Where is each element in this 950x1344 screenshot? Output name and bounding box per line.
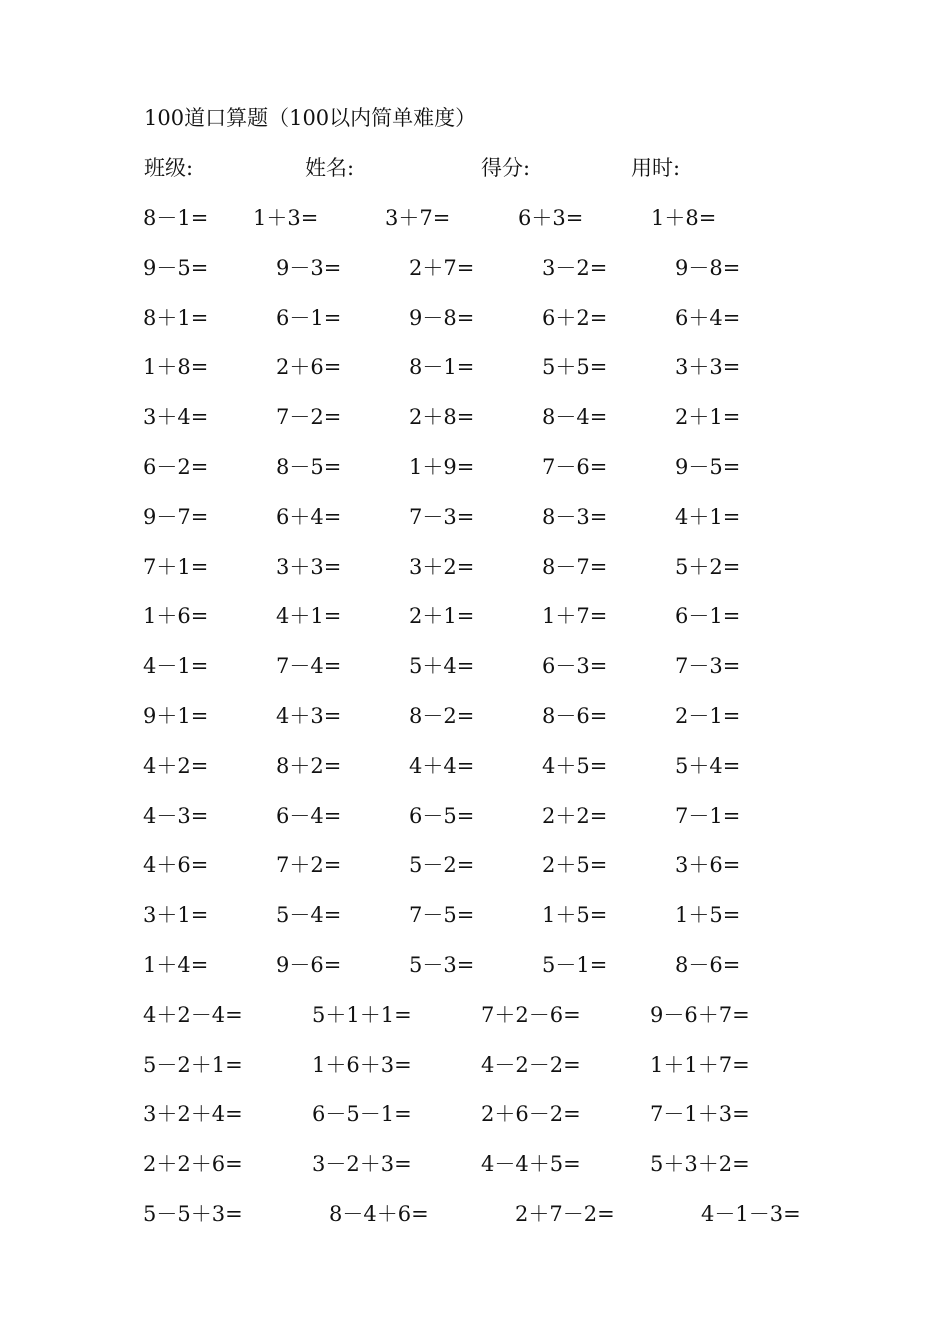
math-problem: 5－3= bbox=[409, 953, 475, 977]
problem-row bbox=[0, 798, 950, 834]
math-problem: 4＋4= bbox=[409, 754, 475, 778]
math-problem: 5＋3＋2= bbox=[650, 1152, 750, 1176]
math-problem: 4＋2－4= bbox=[143, 1003, 243, 1027]
math-problem: 3＋2＋4= bbox=[143, 1102, 243, 1126]
student-info-label: 姓名: bbox=[305, 156, 355, 180]
math-problem: 4＋1= bbox=[675, 505, 741, 529]
problem-row bbox=[0, 549, 950, 585]
problem-row bbox=[0, 1096, 950, 1132]
math-problem: 5＋1＋1= bbox=[312, 1003, 412, 1027]
math-problem: 7＋2－6= bbox=[481, 1003, 581, 1027]
math-problem: 8－6= bbox=[675, 953, 741, 977]
problem-row bbox=[0, 300, 950, 336]
math-problem: 5－2＋1= bbox=[143, 1053, 243, 1077]
math-problem: 5－4= bbox=[276, 903, 342, 927]
math-problem: 9－7= bbox=[143, 505, 209, 529]
problem-row bbox=[0, 349, 950, 385]
math-problem: 9－6＋7= bbox=[650, 1003, 750, 1027]
math-problem: 3－2= bbox=[542, 256, 608, 280]
math-problem: 1＋1＋7= bbox=[650, 1053, 750, 1077]
math-problem: 4－1－3= bbox=[701, 1202, 801, 1226]
math-problem: 6－1= bbox=[675, 604, 741, 628]
math-problem: 5－5＋3= bbox=[143, 1202, 243, 1226]
math-problem: 5＋5= bbox=[542, 355, 608, 379]
math-problem: 9－5= bbox=[675, 455, 741, 479]
math-problem: 2＋6= bbox=[276, 355, 342, 379]
math-problem: 6－2= bbox=[143, 455, 209, 479]
math-problem: 4－2－2= bbox=[481, 1053, 581, 1077]
problem-row bbox=[0, 1196, 950, 1232]
problem-row bbox=[0, 698, 950, 734]
math-problem: 8－4= bbox=[542, 405, 608, 429]
math-problem: 3＋3= bbox=[276, 555, 342, 579]
student-info-label: 得分: bbox=[481, 156, 531, 180]
math-problem: 7－1= bbox=[675, 804, 741, 828]
math-problem: 6－3= bbox=[542, 654, 608, 678]
math-problem: 1＋7= bbox=[542, 604, 608, 628]
problem-row bbox=[0, 499, 950, 535]
math-problem: 7－3= bbox=[675, 654, 741, 678]
problem-row bbox=[0, 1047, 950, 1083]
math-problem: 7＋2= bbox=[276, 853, 342, 877]
math-problem: 8－3= bbox=[542, 505, 608, 529]
math-problem: 1＋6= bbox=[143, 604, 209, 628]
math-problem: 1＋5= bbox=[542, 903, 608, 927]
math-problem: 8－2= bbox=[409, 704, 475, 728]
math-problem: 2＋7－2= bbox=[515, 1202, 615, 1226]
math-problem: 4＋5= bbox=[542, 754, 608, 778]
math-problem: 5－1= bbox=[542, 953, 608, 977]
math-problem: 6＋2= bbox=[542, 306, 608, 330]
math-problem: 9－5= bbox=[143, 256, 209, 280]
math-problem: 2＋5= bbox=[542, 853, 608, 877]
math-problem: 4＋6= bbox=[143, 853, 209, 877]
problem-row bbox=[0, 449, 950, 485]
math-problem: 7－6= bbox=[542, 455, 608, 479]
math-problem: 7－2= bbox=[276, 405, 342, 429]
math-problem: 5＋4= bbox=[409, 654, 475, 678]
math-problem: 2＋2= bbox=[542, 804, 608, 828]
problem-row bbox=[0, 399, 950, 435]
math-problem: 6－5－1= bbox=[312, 1102, 412, 1126]
math-problem: 6＋4= bbox=[675, 306, 741, 330]
math-problem: 7－1＋3= bbox=[650, 1102, 750, 1126]
math-problem: 8－4＋6= bbox=[329, 1202, 429, 1226]
math-problem: 2＋1= bbox=[675, 405, 741, 429]
math-problem: 4＋1= bbox=[276, 604, 342, 628]
student-info-label: 用时: bbox=[631, 156, 681, 180]
math-problem: 9－8= bbox=[675, 256, 741, 280]
math-problem: 1＋8= bbox=[143, 355, 209, 379]
problem-row bbox=[0, 748, 950, 784]
problem-row bbox=[0, 200, 950, 236]
math-problem: 3－2＋3= bbox=[312, 1152, 412, 1176]
math-problem: 7－4= bbox=[276, 654, 342, 678]
math-problem: 5＋4= bbox=[675, 754, 741, 778]
math-problem: 4－1= bbox=[143, 654, 209, 678]
math-problem: 3＋3= bbox=[675, 355, 741, 379]
math-problem: 2＋2＋6= bbox=[143, 1152, 243, 1176]
problem-row bbox=[0, 648, 950, 684]
math-problem: 2＋7= bbox=[409, 256, 475, 280]
math-problem: 8－6= bbox=[542, 704, 608, 728]
math-problem: 9－6= bbox=[276, 953, 342, 977]
math-problem: 8－5= bbox=[276, 455, 342, 479]
math-problem: 4＋2= bbox=[143, 754, 209, 778]
problem-row bbox=[0, 847, 950, 883]
math-problem: 8＋1= bbox=[143, 306, 209, 330]
math-problem: 9－8= bbox=[409, 306, 475, 330]
math-problem: 4＋3= bbox=[276, 704, 342, 728]
math-problem: 6－5= bbox=[409, 804, 475, 828]
problem-row bbox=[0, 598, 950, 634]
math-problem: 3＋6= bbox=[675, 853, 741, 877]
student-info-label: 班级: bbox=[144, 156, 194, 180]
math-problem: 8－7= bbox=[542, 555, 608, 579]
worksheet-title: 100道口算题（100以内简单难度） bbox=[144, 106, 477, 130]
student-info-line bbox=[0, 150, 950, 186]
math-problem: 6＋4= bbox=[276, 505, 342, 529]
problem-row bbox=[0, 1146, 950, 1182]
problem-row bbox=[0, 250, 950, 286]
math-problem: 6－4= bbox=[276, 804, 342, 828]
math-problem: 6＋3= bbox=[518, 206, 584, 230]
math-problem: 3＋1= bbox=[143, 903, 209, 927]
math-problem: 9－3= bbox=[276, 256, 342, 280]
math-problem: 3＋7= bbox=[385, 206, 451, 230]
math-problem: 2＋1= bbox=[409, 604, 475, 628]
math-problem: 7－5= bbox=[409, 903, 475, 927]
math-problem: 1＋3= bbox=[253, 206, 319, 230]
math-problem: 1＋6＋3= bbox=[312, 1053, 412, 1077]
math-problem: 8－1= bbox=[143, 206, 209, 230]
problem-row bbox=[0, 997, 950, 1033]
problem-row bbox=[0, 947, 950, 983]
math-problem: 3＋2= bbox=[409, 555, 475, 579]
problem-row bbox=[0, 897, 950, 933]
math-problem: 2－1= bbox=[675, 704, 741, 728]
math-problem: 4－4＋5= bbox=[481, 1152, 581, 1176]
math-problem: 5－2= bbox=[409, 853, 475, 877]
math-problem: 4－3= bbox=[143, 804, 209, 828]
math-problem: 2＋6－2= bbox=[481, 1102, 581, 1126]
math-problem: 5＋2= bbox=[675, 555, 741, 579]
math-problem: 6－1= bbox=[276, 306, 342, 330]
math-problem: 7＋1= bbox=[143, 555, 209, 579]
math-problem: 1＋8= bbox=[651, 206, 717, 230]
math-problem: 2＋8= bbox=[409, 405, 475, 429]
math-problem: 7－3= bbox=[409, 505, 475, 529]
math-problem: 1＋5= bbox=[675, 903, 741, 927]
math-problem: 1＋9= bbox=[409, 455, 475, 479]
math-problem: 8＋2= bbox=[276, 754, 342, 778]
math-problem: 8－1= bbox=[409, 355, 475, 379]
math-problem: 1＋4= bbox=[143, 953, 209, 977]
math-problem: 9＋1= bbox=[143, 704, 209, 728]
math-problem: 3＋4= bbox=[143, 405, 209, 429]
